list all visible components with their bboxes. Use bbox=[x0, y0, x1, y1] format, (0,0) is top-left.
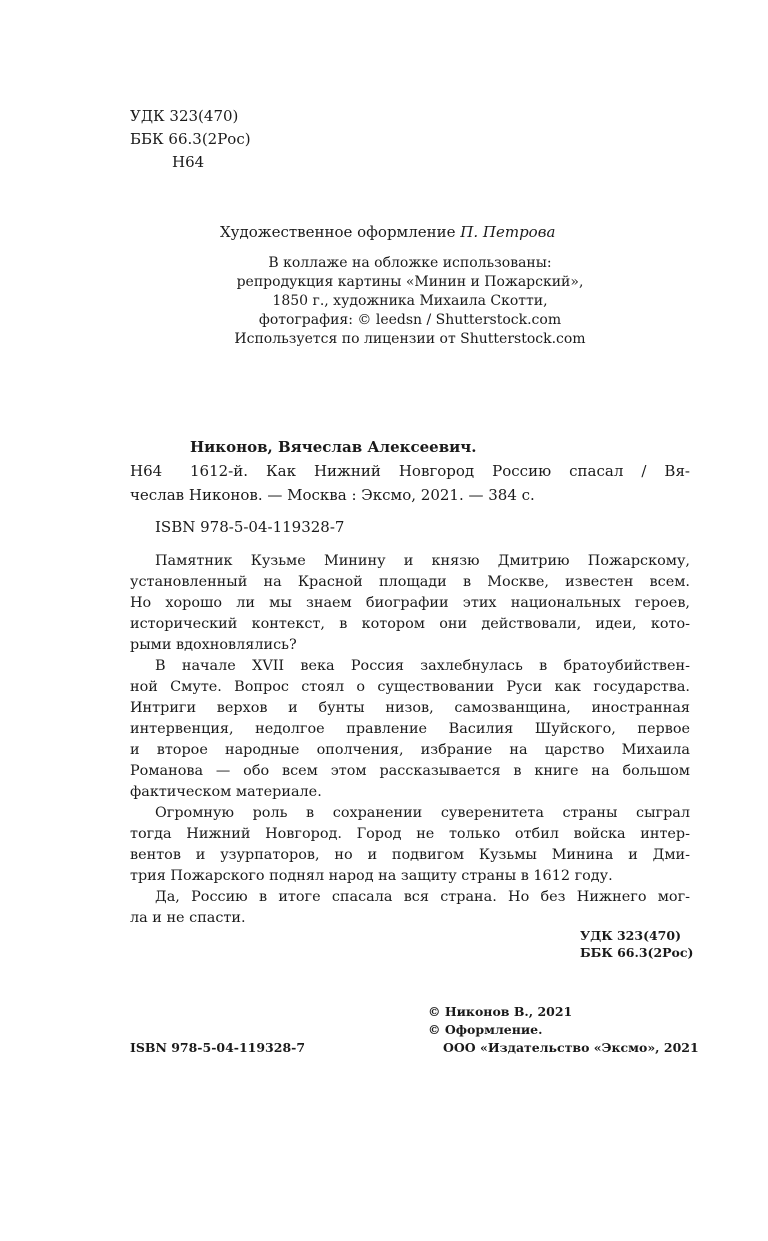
annotation-line: и второе народные ополчения, избрание на царство Михаила bbox=[130, 742, 690, 758]
bottom-bbk-code: ББК 66.3(2Рос) bbox=[580, 945, 694, 960]
annotation-line: рыми вдохновлялись? bbox=[130, 637, 297, 653]
annotation-line: фактическом материале. bbox=[130, 784, 322, 800]
design-credit-artist: П. Петрова bbox=[460, 223, 556, 241]
bbk-code: ББК 66.3(2Рос) bbox=[130, 130, 251, 148]
annotation-text bbox=[130, 551, 690, 929]
cover-credit-line: Используется по лицензии от Shutterstock.com bbox=[234, 331, 586, 347]
cover-credit-line: репродукция картины «Минин и Пожарский», bbox=[236, 274, 584, 290]
copyright-author: © Никонов В., 2021 bbox=[428, 1004, 573, 1019]
annotation-line: ной Смуте. Вопрос стоял о существовании Руси как государства. bbox=[130, 679, 690, 695]
cover-credit-line: 1850 г., художника Михаила Скотти, bbox=[272, 293, 548, 309]
bottom-isbn: ISBN 978-5-04-119328-7 bbox=[130, 1040, 306, 1055]
catalog-mark: Н64 bbox=[130, 462, 163, 480]
annotation-line: Огромную роль в сохранении суверенитета страны сыграл bbox=[155, 805, 690, 821]
annotation-line: Да, Россию в итоге спасала вся страна. Но без Нижнего мог- bbox=[155, 889, 690, 905]
annotation-line: тогда Нижний Новгород. Город не только отбил войска интер- bbox=[130, 826, 690, 842]
cover-credits bbox=[210, 254, 610, 349]
catalog-description-line: 1612-й. Как Нижний Новгород Россию спасал / Вя- bbox=[190, 462, 690, 480]
annotation-line: Памятник Кузьме Минину и князю Дмитрию Пожарскому, bbox=[155, 553, 690, 569]
bottom-udk-code: УДК 323(470) bbox=[580, 928, 681, 943]
author-mark: Н64 bbox=[172, 153, 205, 171]
annotation-line: интервенция, недолгое правление Василия Шуйского, первое bbox=[130, 721, 690, 737]
catalog-author: Никонов, Вячеслав Алексеевич. bbox=[190, 438, 477, 456]
cover-credit-line: фотография: © leedsn / Shutterstock.com bbox=[258, 312, 562, 328]
annotation-line: исторический контекст, в котором они действовали, идеи, кото- bbox=[130, 616, 690, 632]
annotation-line: трия Пожарского поднял народ на защиту страны в 1612 году. bbox=[130, 868, 613, 884]
udk-code: УДК 323(470) bbox=[130, 107, 239, 125]
annotation-line: В начале XVII века Россия захлебнулась в братоубийствен- bbox=[155, 658, 690, 674]
annotation-line: Но хорошо ли мы знаем биографии этих национальных героев, bbox=[130, 595, 690, 611]
design-credit-label: Художественное оформление bbox=[220, 223, 456, 241]
design-credit bbox=[220, 222, 555, 242]
annotation-line: Романова — обо всем этом рассказывается в книге на большом bbox=[130, 763, 690, 779]
copyright-design: © Оформление. bbox=[428, 1022, 543, 1037]
annotation-line: ла и не спасти. bbox=[130, 910, 246, 926]
copyright-publisher: ООО «Издательство «Эксмо», 2021 bbox=[443, 1040, 699, 1055]
cover-credit-line: В коллаже на обложке использованы: bbox=[268, 255, 552, 271]
annotation-line: вентов и узурпаторов, но и подвигом Кузьмы Минина и Дми- bbox=[130, 847, 690, 863]
annotation-line: Интриги верхов и бунты низов, самозванщина, иностранная bbox=[130, 700, 690, 716]
catalog-description-line: чеслав Никонов. — Москва : Эксмо, 2021. — 384 с. bbox=[130, 486, 535, 504]
catalog-isbn: ISBN 978-5-04-119328-7 bbox=[155, 518, 345, 536]
annotation-line: установленный на Красной площади в Москве, известен всем. bbox=[130, 574, 690, 590]
